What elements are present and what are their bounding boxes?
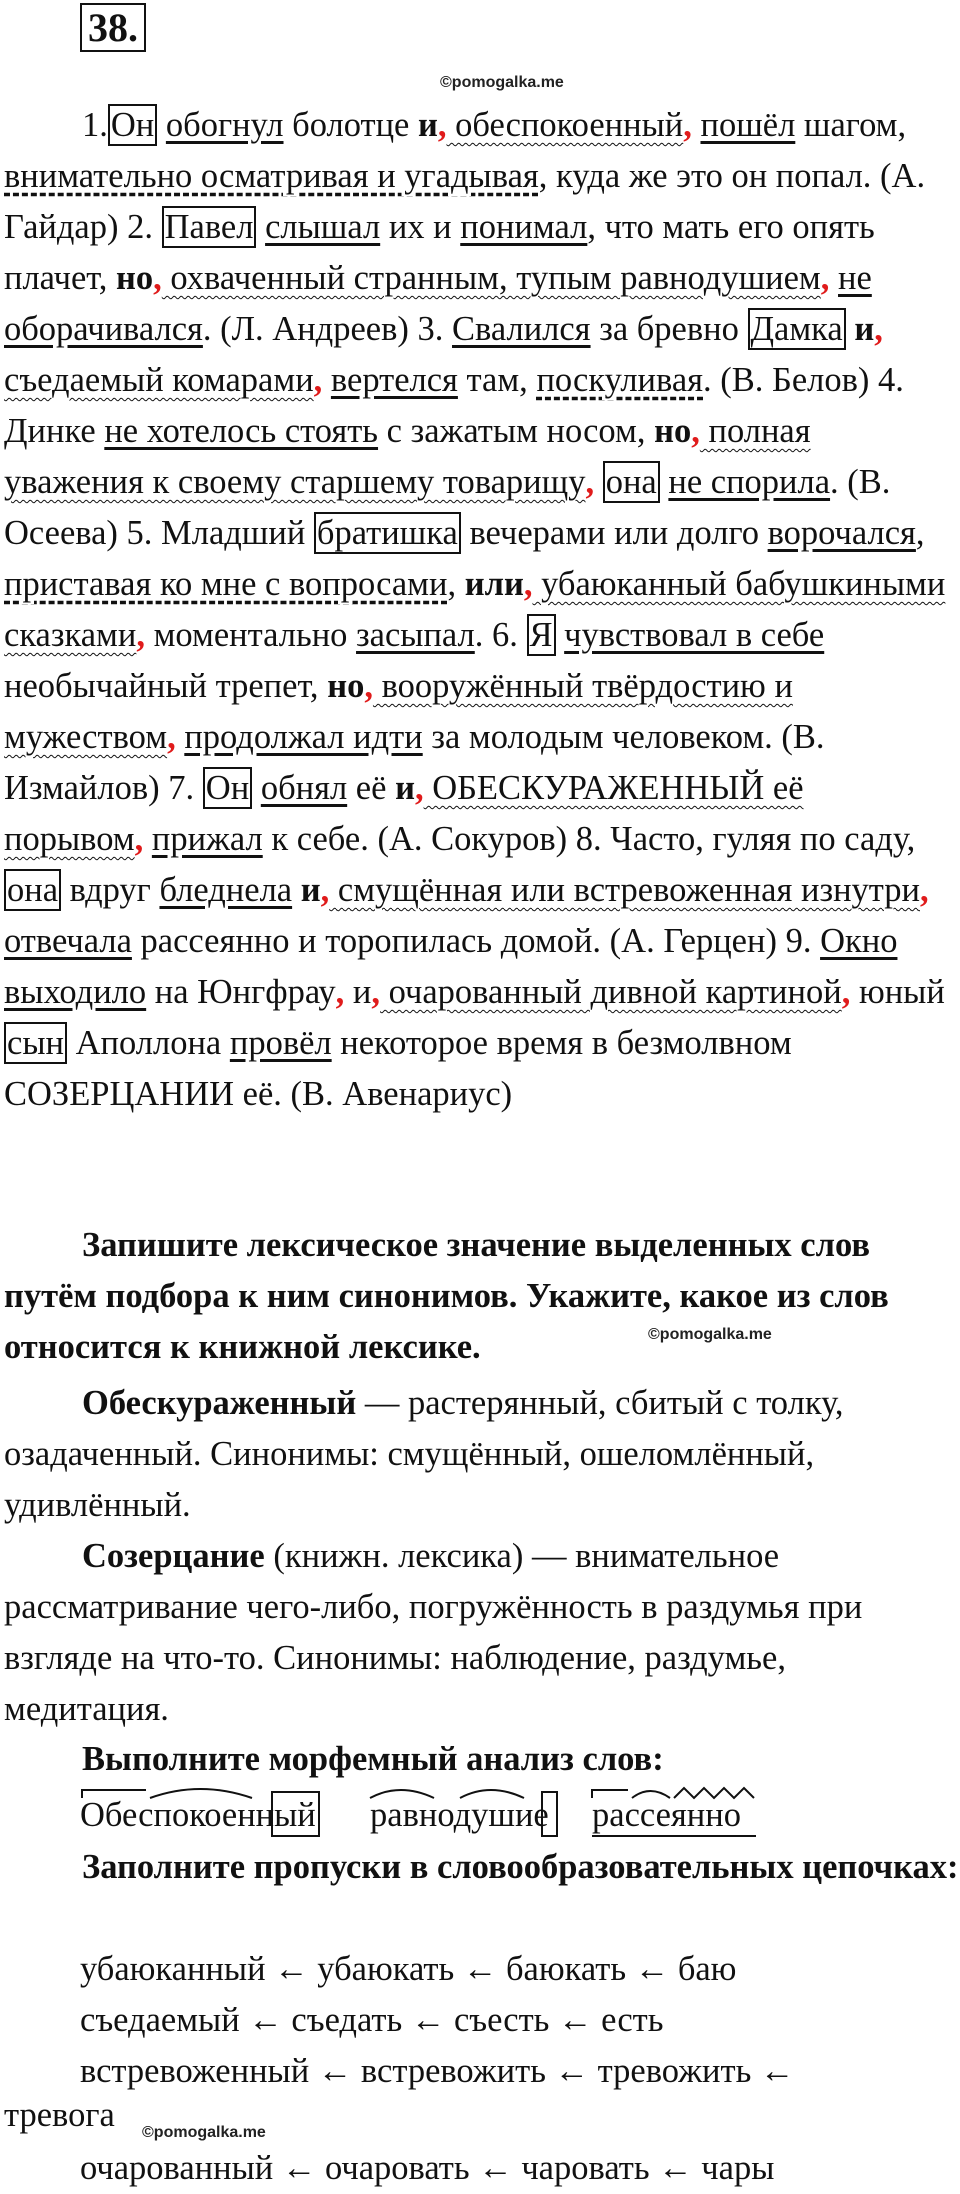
adverbial-participle-phrase: поскуливая	[536, 361, 704, 399]
predicate: не спорила	[668, 463, 831, 501]
predicate: выходило	[4, 973, 147, 1011]
predicate: бледнела	[159, 871, 293, 909]
conjunction: но	[327, 667, 365, 705]
comma-mark: ,	[874, 310, 883, 348]
subject: Он	[108, 104, 157, 146]
comma-mark: ,	[920, 871, 929, 909]
task-word-formation: Заполните пропуски в словообразовательных цепочках:	[82, 1848, 959, 1886]
comma-mark: ,	[437, 106, 447, 144]
comma-mark: ,	[371, 973, 381, 1011]
comma-mark: ,	[691, 412, 700, 450]
watermark: ©pomogalka.me	[648, 1326, 772, 1343]
chain-4: очарованный ← очаровать ← чаровать ← чары	[80, 2149, 775, 2187]
comma-mark: ,	[820, 259, 830, 297]
morph-word-2: равнодушие	[370, 1796, 549, 1834]
task-morpheme-analysis: Выполните морфемный анализ слов:	[82, 1740, 664, 1778]
conjunction: но	[654, 412, 692, 450]
participial-phrase: вооружённый твёрдостию и мужеством	[4, 667, 793, 756]
comma-mark: ,	[585, 463, 595, 501]
morph-word-1: Обеспокоенный	[80, 1796, 316, 1834]
conjunction: и	[292, 871, 321, 909]
chain-2: съедаемый ← съедать ← съесть ← есть	[80, 2001, 664, 2039]
comma-mark: ,	[136, 616, 145, 654]
chain-3-end: тревога	[4, 2096, 115, 2134]
subject: братишка	[314, 512, 461, 554]
watermark: ©pomogalka.me	[142, 2124, 266, 2141]
subject: она	[603, 461, 660, 503]
participial-phrase: съедаемый комарами	[4, 361, 314, 399]
task-lexical-meaning: Запишите лексическое значение выделенных слов путём подбора к ним синонимов. Укажите, какое из слов относится к книжной лексике.	[4, 1226, 889, 1366]
predicate: слышал	[265, 208, 381, 246]
subject: Я	[527, 614, 556, 656]
chain-1: убаюканный ← убаюкать ← баюкать ← баю	[80, 1950, 737, 1988]
predicate: отвечала	[4, 922, 132, 960]
predicate: Свалился	[452, 310, 591, 348]
participial-phrase: очарованный дивной картиной	[380, 973, 842, 1011]
predicate: прижал	[151, 820, 263, 858]
predicate: вертелся	[330, 361, 458, 399]
subject: Он	[203, 767, 252, 809]
exercise-number: 38.	[80, 4, 146, 51]
comma-mark: ,	[523, 565, 533, 603]
subject: Павел	[162, 206, 257, 248]
conjunction: или	[464, 565, 524, 603]
predicate: ворочался	[767, 514, 916, 552]
morpheme-analysis	[80, 1784, 880, 1844]
subject: она	[4, 869, 61, 911]
conjunction: и	[417, 106, 438, 144]
predicate: не хотелось стоять	[104, 412, 379, 450]
predicate: провёл	[229, 1024, 332, 1062]
participial-phrase: обеспокоенный	[446, 106, 684, 144]
comma-mark: ,	[841, 973, 851, 1011]
comma-mark: ,	[320, 871, 330, 909]
adverbial-participle-phrase: внимательно осматривая и угадывая	[4, 157, 539, 195]
comma-mark: ,	[335, 973, 345, 1011]
predicate: обогнул	[165, 106, 284, 144]
predicate: засыпал	[356, 616, 475, 654]
comma-mark: ,	[134, 820, 144, 858]
chain-3: встревоженный ← встревожить ← тревожить ←	[80, 2052, 795, 2090]
adverbial-participle-phrase: приставая ко мне с вопросами	[4, 565, 448, 603]
participial-phrase: ОБЕСКУРАЖЕННЫЙ её порывом	[4, 769, 804, 858]
predicate: понимал	[460, 208, 588, 246]
predicate: пошёл	[700, 106, 796, 144]
comma-mark: ,	[414, 769, 424, 807]
participial-phrase: убаюканный бабушкиными сказками	[4, 565, 946, 654]
participial-phrase: смущённая или встревоженная изнутри	[329, 871, 920, 909]
watermark: ©pomogalka.me	[440, 74, 564, 91]
subject: сын	[4, 1022, 67, 1064]
predicate: продолжал идти	[184, 718, 423, 756]
morph-word-3: рассеянно	[592, 1796, 741, 1834]
participial-phrase: полная уважения к своему старшему товарищу	[4, 412, 811, 501]
subject: Дамка	[748, 308, 846, 350]
comma-mark: ,	[313, 361, 323, 399]
comma-mark: ,	[364, 667, 373, 705]
exercise-text: 1.Он обогнул болотце и, обеспокоенный, пошёл шагом, внимательно осматривая и угадывая, куда же это он попал. (А. Гайдар) 2. Павел слышал их и понимал, что мать его опять плачет, но, охваченный странным, тупым равнодушием, не оборачивался. (Л. Андреев) 3. Свалился за бревно Дамка и, съедаемый комарами, вертелся там, поскуливая. (В. Белов) 4. Динке не хотелось стоять с зажатым носом, но, полная уважения к своему старшему товарищу, она не спорила. (В. Осеева) 5. Младший братишка вечерами или долго ворочался, приставая ко мне с вопросами, или, убаюканный бабушкиными сказками, моментально засыпал. 6. Я чувствовал в себе необычайный трепет, но, вооружённый твёрдостию и мужеством, продолжал идти за молодым человеком. (В. Измайлов) 7. Он обнял её и, ОБЕСКУРАЖЕННЫЙ её порывом, прижал к себе. (А. Сокуров) 8. Часто, гуляя по саду, она вдруг бледнела и, смущённая или встревоженная изнутри, отвечала рассеянно и торопилась домой. (А. Герцен) 9. Окно выходило на Юнгфрау, и, очарованный дивной картиной, юный сын Аполлона провёл некоторое время в безмолвном СОЗЕРЦАНИИ её. (В. Авенариус)	[4, 106, 946, 1113]
predicate: чувствовал в себе	[564, 616, 825, 654]
conjunction: но	[116, 259, 154, 297]
participial-phrase: охваченный странным, тупым равнодушием	[161, 259, 821, 297]
conjunction: и	[395, 769, 415, 807]
comma-mark: ,	[683, 106, 692, 144]
definition-obeskurazhenny: Обескураженный — растерянный, сбитый с толку, озадаченный. Синонимы: смущённый, ошеломлённый, удивлённый.	[4, 1384, 844, 1524]
predicate: не оборачивался	[4, 259, 872, 348]
subject-underlined: Окно	[820, 922, 898, 960]
comma-mark: ,	[167, 718, 176, 756]
predicate: обнял	[260, 769, 348, 807]
definition-sozertsanie: Созерцание (книжн. лексика) — внимательное рассматривание чего-либо, погружённость в раздумья при взгляде на что-то. Синонимы: наблюдение, раздумье, медитация.	[4, 1537, 863, 1728]
conjunction: и	[845, 310, 875, 348]
comma-mark: ,	[153, 259, 162, 297]
